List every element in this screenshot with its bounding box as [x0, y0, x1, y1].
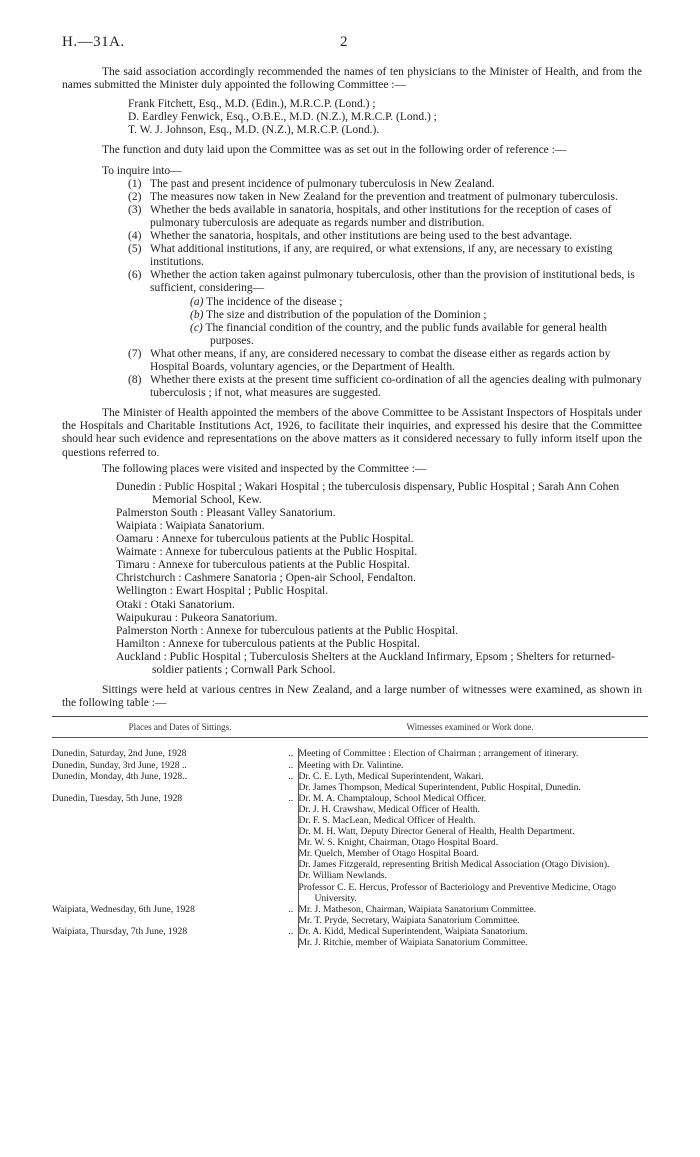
witness-entry: Dr. James Thompson, Medical Superintendent, Public Hospital, Dunedin. [298, 781, 581, 793]
committee-list [62, 98, 642, 137]
question-item [104, 204, 642, 230]
sittings-paragraph: Sittings were held at various centres in New Zealand, and a large number of witnesses were examined, as shown in the following table :— [62, 684, 642, 710]
minister-paragraph: The Minister of Health appointed the members of the above Committee to be Assistant Inspectors of Hospitals under the Hospitals and Charitable Institutions Act, 1926, to facilitate their inquiries, and expressed his desire that the Committee should hear such evidence and representations on the above matters as it considered necessary to fully inform itself upon the questions referred to. [62, 407, 642, 459]
sub-item [170, 309, 642, 322]
inquire-heading: To inquire into— [102, 164, 182, 177]
place-item: Otaki : Otaki Sanatorium. [116, 598, 235, 611]
witness-entry: Dr. A. Kidd, Medical Superintendent, Waipiata Sanatorium. [298, 925, 528, 937]
place-item: Waipiata : Waipiata Sanatorium. [116, 520, 265, 532]
table-row [52, 926, 648, 948]
column-header-witnesses: Witnesses examined or Work done. [406, 722, 534, 733]
sub-item [170, 322, 642, 348]
leader-dots: .. [288, 748, 294, 760]
witness-entry: Dr. F. S. MacLean, Medical Officer of Health. [298, 814, 476, 826]
witness-entry: Mr. Quelch, Member of Otago Hospital Board. [298, 848, 479, 860]
witness-cell [298, 760, 648, 771]
question-text: Whether the action taken against pulmonary tuberculosis, other than the provision of institutional beds, is sufficient, considering— [150, 269, 635, 295]
leader-dots: .. [288, 759, 294, 771]
place-item: Palmerston South : Pleasant Valley Sanatorium. [116, 506, 336, 519]
committee-member: D. Eardley Fenwick, Esq., O.B.E., M.D. (N.Z.), M.R.C.P. (Lond.) ; [128, 111, 437, 124]
table-row [52, 904, 648, 926]
intro-paragraph: The said association accordingly recommended the names of ten physicians to the Minister of Health, and from the names submitted the Minister duly appointed the following Committee :— [62, 66, 642, 92]
table-header-rule [52, 737, 648, 738]
question-item [104, 178, 642, 191]
witness-cell [298, 926, 648, 948]
question-number: (2) [128, 190, 142, 203]
committee-member: T. W. J. Johnson, Esq., M.D. (N.Z.), M.R.C.P. (Lond.). [128, 124, 380, 137]
reference-questions [62, 178, 642, 401]
sub-item-text: The financial condition of the country, and the public funds available for general health purposes. [205, 321, 608, 347]
sub-item-text: The incidence of the disease ; [206, 295, 343, 308]
witness-entry: Mr. J. Matheson, Chairman, Waipiata Sanatorium Committee. [298, 903, 537, 915]
question-number: (8) [128, 374, 142, 387]
table-row [52, 771, 648, 793]
question-item [104, 230, 642, 243]
question-text: What additional institutions, if any, are required, or what extensions, if any, are necessary to existing institutions. [150, 243, 613, 269]
place-item: Waipukurau : Pukeora Sanatorium. [116, 611, 278, 624]
sitting-place-date: Dunedin, Tuesday, 5th June, 1928 [52, 792, 183, 804]
witness-entry: Mr. J. Ritchie, member of Waipiata Sanatorium Committee. [298, 937, 528, 948]
table-header [62, 721, 642, 734]
question-number: (6) [128, 269, 142, 282]
column-header-places: Places and Dates of Sittings. [128, 722, 232, 733]
witness-entry: Meeting of Committee : Election of Chairman ; arrangement of itinerary. [298, 748, 579, 760]
witness-entry: Dr. M. A. Champtaloup, School Medical Officer. [298, 792, 487, 804]
place-item: Dunedin : Public Hospital ; Wakari Hospital ; the tuberculosis dispensary, Public Hospital ; Sarah Ann Cohen Memorial School, Kew. [116, 480, 620, 506]
witness-entry: Mr. T. Pryde, Secretary, Waipiata Sanatorium Committee. [298, 914, 520, 926]
sub-item-letter: (a) [190, 295, 204, 308]
leader-dots: .. [288, 770, 294, 782]
witness-entry: Dr. M. H. Watt, Deputy Director General of Health, Health Department. [298, 826, 575, 838]
question-item [104, 374, 642, 400]
committee-member: Frank Fitchett, Esq., M.D. (Edin.), M.R.C.P. (Lond.) ; [128, 98, 376, 111]
witness-entry: Dr. J. H. Crawshaw, Medical Officer of Health. [298, 803, 480, 815]
table-top-rule [52, 716, 648, 717]
report-reference: H.—31A. [62, 34, 125, 50]
sub-item-letter: (b) [190, 308, 204, 321]
leader-dots: .. [288, 925, 294, 937]
sitting-place-date: Waipiata, Thursday, 7th June, 1928 [52, 925, 188, 937]
sitting-place-date: Waipiata, Wednesday, 6th June, 1928 [52, 903, 195, 915]
witness-entry: Professor C. E. Hercus, Professor of Bacteriology and Preventive Medicine, Otago University. [298, 881, 617, 904]
place-item: Oamaru : Annexe for tuberculous patients at the Public Hospital. [116, 533, 414, 546]
places-intro: The following places were visited and inspected by the Committee :— [102, 462, 427, 475]
sub-item-letter: (c) [190, 321, 203, 334]
sittings-table [52, 748, 648, 948]
question-text: The measures now taken in New Zealand for the prevention and treatment of pulmonary tuberculosis. [150, 190, 618, 203]
document-body [52, 66, 642, 948]
table-row [52, 793, 648, 904]
page-number: 2 [340, 34, 348, 50]
sub-item-text: The size and distribution of the population of the Dominion ; [206, 308, 487, 321]
place-item: Timaru : Annexe for tuberculous patients at the Public Hospital. [116, 559, 411, 572]
witness-cell [298, 748, 648, 759]
place-item: Palmerston North : Annexe for tuberculous patients at the Public Hospital. [116, 624, 459, 637]
question-text: The past and present incidence of pulmonary tuberculosis in New Zealand. [150, 177, 495, 190]
sub-item [170, 296, 642, 309]
question-text: Whether the sanatoria, hospitals, and other institutions are being used to the best advantage. [150, 230, 573, 243]
question-item [104, 191, 642, 204]
sitting-place-date: Dunedin, Sunday, 3rd June, 1928 .. [52, 759, 187, 771]
table-row [52, 748, 648, 759]
place-item: Christchurch : Cashmere Sanatoria ; Open-air School, Fendalton. [116, 572, 416, 585]
question-number: (4) [128, 230, 142, 243]
places-list [62, 481, 642, 677]
table-row [52, 760, 648, 771]
witness-entry: Mr. W. S. Knight, Chairman, Otago Hospital Board. [298, 837, 499, 849]
question-item [104, 269, 642, 295]
question-text: Whether there exists at the present time sufficient co-ordination of all the agencies dealing with pulmonary tuberculosis ; if not, what measures are suggested. [150, 374, 642, 400]
question-number: (1) [128, 177, 142, 190]
leader-dots: .. [288, 792, 294, 804]
sitting-place-date: Dunedin, Saturday, 2nd June, 1928 [52, 748, 187, 760]
question-text: Whether the beds available in sanatoria, hospitals, and other institutions for the reception of cases of pulmonary tuberculosis are adequate as regards number and distribution. [150, 203, 612, 229]
question-item [104, 243, 642, 269]
question-number: (3) [128, 203, 142, 216]
place-item: Auckland : Public Hospital ; Tuberculosis Shelters at the Auckland Infirmary, Epsom ; Shelters for returned-soldier patients ; Cornwall Park School. [116, 650, 615, 677]
sitting-place-date: Dunedin, Monday, 4th June, 1928.. [52, 770, 188, 782]
question-item [104, 348, 642, 374]
witness-entry: Dr. James Fitzgerald, representing British Medical Association (Otago Division). [298, 859, 610, 871]
witness-entry: Dr. William Newlands. [298, 870, 387, 882]
witness-entry: Meeting with Dr. Valintine. [298, 759, 404, 771]
place-item: Wellington : Ewart Hospital ; Public Hospital. [116, 585, 329, 598]
witness-cell [298, 793, 648, 904]
witness-cell [298, 771, 648, 793]
question-number: (7) [128, 347, 142, 360]
place-item: Hamilton : Annexe for tuberculous patients at the Public Hospital. [116, 637, 421, 650]
question-text: What other means, if any, are considered necessary to combat the disease either as regards action by Hospital Boards, voluntary agencies, or the Department of Health. [150, 347, 611, 373]
witness-entry: Dr. C. E. Lyth, Medical Superintendent, Wakari. [298, 770, 484, 782]
function-paragraph: The function and duty laid upon the Committee was as set out in the following order of reference :— [102, 144, 567, 157]
leader-dots: .. [288, 903, 294, 915]
place-item: Waimate : Annexe for tuberculous patients at the Public Hospital. [116, 546, 418, 559]
question-number: (5) [128, 243, 142, 256]
witness-cell [298, 904, 648, 926]
